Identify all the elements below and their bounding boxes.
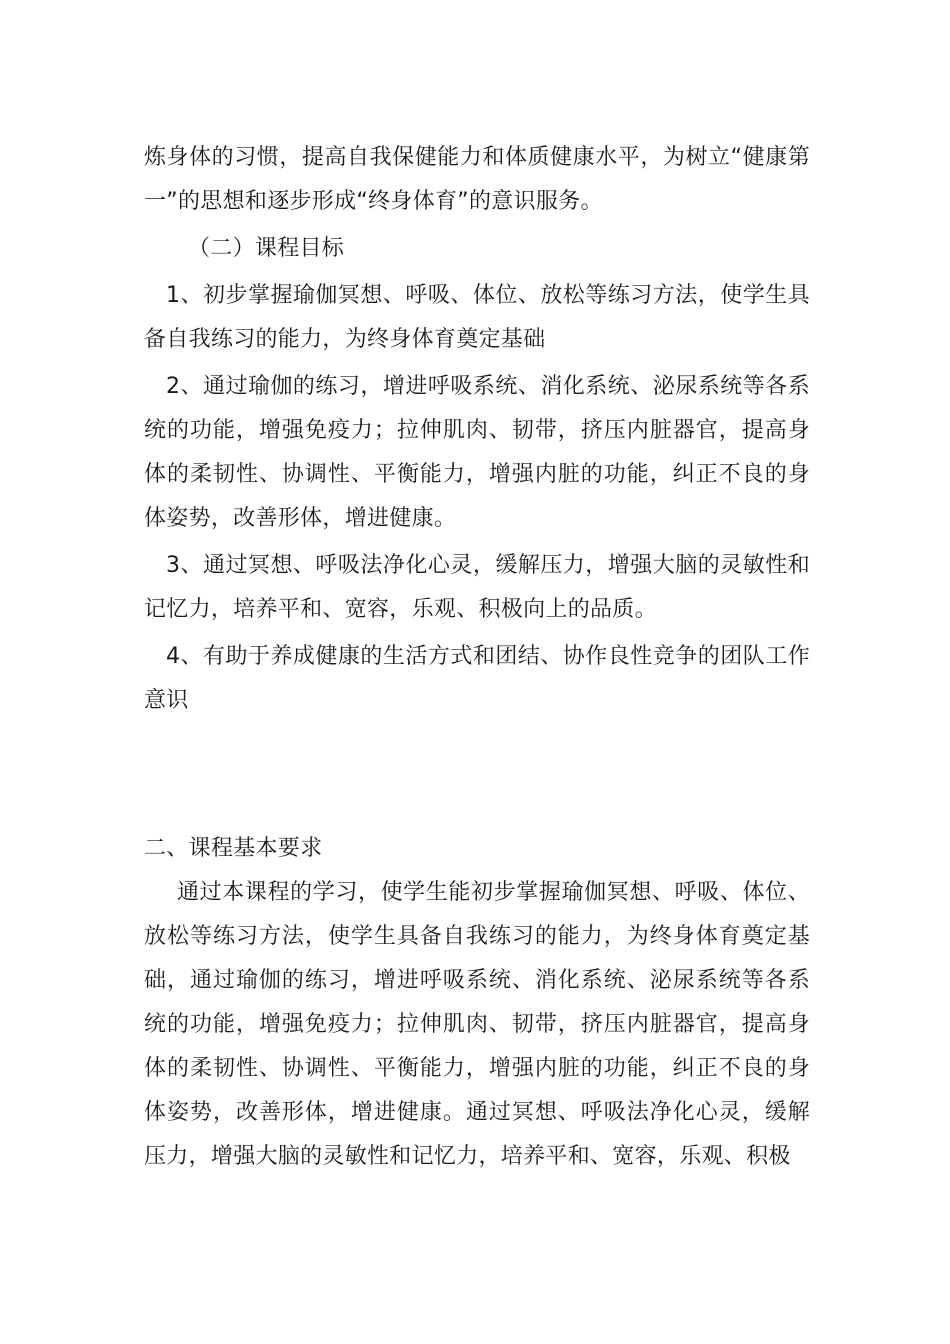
goal-item-3: 3、通过冥想、呼吸法净化心灵，缓解压力，增强大脑的灵敏性和记忆力，培养平和、宽容，乐观、积极向上的品质。	[144, 553, 810, 622]
goal-item-4: 4、有助于养成健康的生活方式和团结、协作良性竞争的团队工作意识	[144, 644, 810, 713]
subheading-course-goals: （二）课程目标	[188, 236, 345, 261]
section-title-basic-requirements: 二、课程基本要求	[144, 836, 323, 861]
paragraph-basic-requirements: 通过本课程的学习，使学生能初步掌握瑜伽冥想、呼吸、体位、放松等练习方法，使学生具备自我练习的能力，为终身体育奠定基础，通过瑜伽的练习，增进呼吸系统、消化系统、泌尿系统等各系统的功能，增强免疫力；拉伸肌肉、韧带，挤压内脏器官，提高身体的柔韧性、协调性、平衡能力，增强内脏的功能，纠正不良的身体姿势，改善形体，增进健康。通过冥想、呼吸法净化心灵，缓解压力，增强大脑的灵敏性和记忆力，培养平和、宽容，乐观、积极	[144, 880, 810, 1169]
section-spacer	[144, 723, 810, 827]
document-page	[144, 136, 810, 1179]
goal-item-2: 2、通过瑜伽的练习，增进呼吸系统、消化系统、泌尿系统等各系统的功能，增强免疫力；拉伸肌肉、韧带，挤压内脏器官，提高身体的柔韧性、协调性、平衡能力，增强内脏的功能，纠正不良的身体姿势，改善形体，增进健康。	[144, 374, 810, 531]
goal-item-1: 1、初步掌握瑜伽冥想、呼吸、体位、放松等练习方法，使学生具备自我练习的能力，为终身体育奠定基础	[144, 283, 810, 352]
paragraph-continuation: 炼身体的习惯，提高自我保健能力和体质健康水平，为树立“健康第一”的思想和逐步形成“终身体育”的意识服务。	[144, 145, 810, 214]
